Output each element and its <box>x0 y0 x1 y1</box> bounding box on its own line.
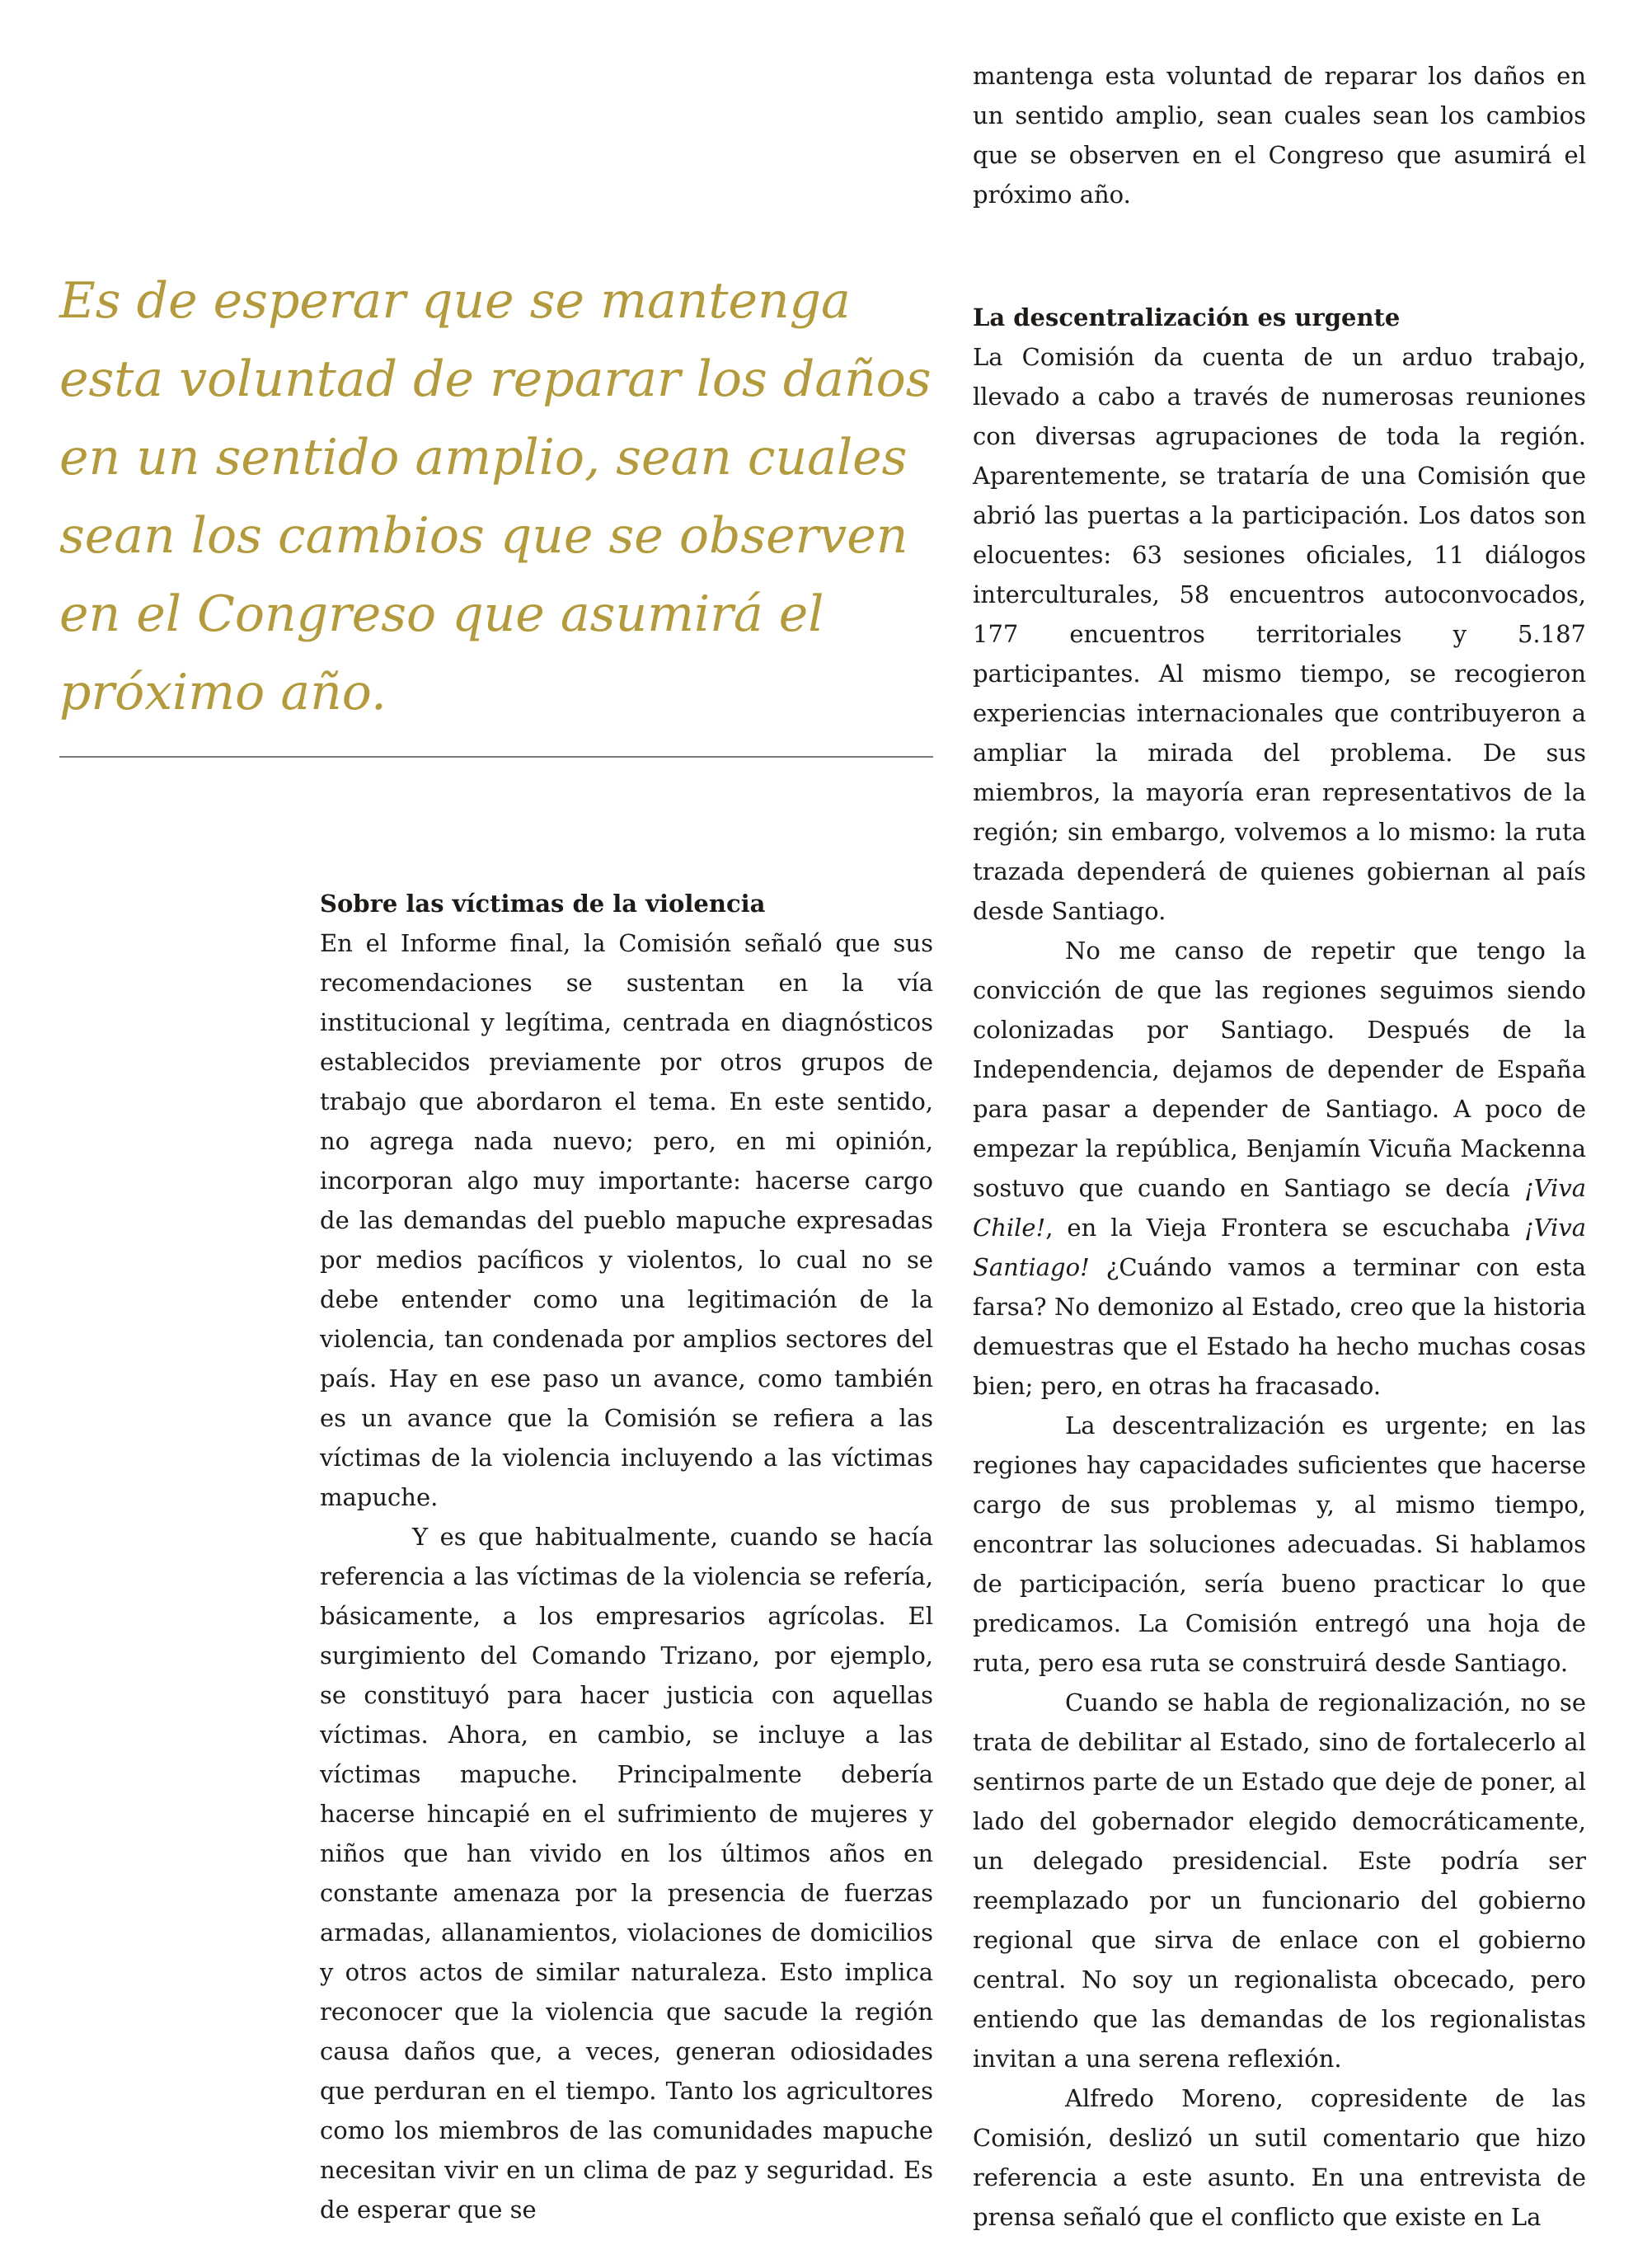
section-heading-victims: Sobre las víctimas de la violencia <box>320 890 766 918</box>
body-paragraph: La descentralización es urgente; en las regiones hay capacidades suficientes que hacerse cargo de sus problemas y, al mismo tiempo, encontrar las soluciones adecuadas. Si hablamos de participación, sería bueno practicar lo que predicamos. La Comisión entregó una hoja de ruta, pero esa ruta se construirá desde Santiago. <box>973 1411 1586 1677</box>
section-heading-decentralization: La descentralización es urgente <box>973 303 1401 331</box>
body-paragraph: La Comisión da cuenta de un arduo trabajo, llevado a cabo a través de numerosas reuniones con diversas agrupaciones de toda la región. Aparentemente, se trataría de una Comisión que abrió las puertas a la participación. Los datos son elocuentes: 63 sesiones oficiales, 11 diálogos interculturales, 58 encuentros autoconvocados, 177 encuentros territoriales y 5.187 participantes. Al mismo tiempo, se recogieron experiencias internacionales que contribuyeron a ampliar la mirada del problema. De sus miembros, la mayoría eran representativos de la región; sin embargo, volvemos a lo mismo: la ruta trazada dependerá de quienes gobiernan al país desde Santiago. <box>973 343 1586 925</box>
italic-quote: ¡Viva Chile! <box>973 1174 1586 1242</box>
text-segment: ¿Cuándo vamos a terminar con esta farsa? No demonizo al Estado, creo que la historia demuestras que el Estado ha hecho muchas cosas bien; pero, en otras ha fracasado. <box>973 1253 1586 1400</box>
text-segment: , en la Vieja Frontera se escuchaba <box>1045 1214 1524 1242</box>
text-segment: No me canso de repetir que tengo la convicción de que las regiones seguimos siendo colonizadas por Santiago. Después de la Independencia, dejamos de depender de España para pasar a depender de Santiago. A poco de empezar la república, Benjamín Vicuña Mackenna sostuvo que cuando en Santiago se decía <box>973 937 1586 1202</box>
pull-quote: Es de esperar que se mantenga esta voluntad de reparar los daños en un sentido amplio, sean cuales sean los cambios que se observen en el Congreso que asumirá el próximo año. <box>59 272 932 721</box>
body-paragraph <box>973 931 1586 1406</box>
pull-quote-divider <box>59 756 933 758</box>
italic-quote: ¡Viva Santiago! <box>973 1214 1586 1281</box>
continued-paragraph: mantenga esta voluntad de reparar los daños en un sentido amplio, sean cuales sean los cambios que se observen en el Congreso que asumirá el próximo año. <box>973 62 1586 209</box>
right-column <box>973 56 1586 2237</box>
body-paragraph: Cuando se habla de regionalización, no se trata de debilitar al Estado, sino de fortalecerlo al sentirnos parte de un Estado que deje de poner, al lado del gobernador elegido democráticamente, un delegado presidencial. Este podría ser reemplazado por un funcionario del gobierno regional que sirva de enlace con el gobierno central. No soy un regionalista obcecado, pero entiendo que las demandas de los regionalistas invitan a una serena reflexión. <box>973 1688 1586 2073</box>
body-paragraph: En el Informe final, la Comisión señaló que sus recomendaciones se sustentan en la vía institucional y legítima, centrada en diagnósticos establecidos previamente por otros grupos de trabajo que abordaron el tema. En este sentido, no agrega nada nuevo; pero, en mi opinión, incorporan algo muy importante: hacerse cargo de las demandas del pueblo mapuche expresadas por medios pacíficos y violentos, lo cual no se debe entender como una legitimación de la violencia, tan condenada por amplios sectores del país. Hay en ese paso un avance, como también es un avance que la Comisión se refiera a las víctimas de la violencia incluyendo a las víctimas mapuche. <box>320 929 933 1511</box>
left-column <box>320 884 933 2229</box>
body-paragraph: Y es que habitualmente, cuando se hacía referencia a las víctimas de la violencia se refería, básicamente, a los empresarios agrícolas. El surgimiento del Comando Trizano, por ejemplo, se constituyó para hacer justicia con aquellas víctimas. Ahora, en cambio, se incluye a las víctimas mapuche. Principalmente debería hacerse hincapié en el sufrimiento de mujeres y niños que han vivido en los últimos años en constante amenaza por la presencia de fuerzas armadas, allanamientos, violaciones de domicilios y otros actos de similar naturaleza. Esto implica reconocer que la violencia que sacude la región causa daños que, a veces, generan odiosidades que perduran en el tiempo. Tanto los agricultores como los miembros de las comunidades mapuche necesitan vivir en un clima de paz y seguridad. Es de esperar que se <box>320 1523 933 2224</box>
body-paragraph: Alfredo Moreno, copresidente de las Comisión, deslizó un sutil comentario que hizo referencia a este asunto. En una entrevista de prensa señaló que el conflicto que existe en La <box>973 2084 1586 2231</box>
